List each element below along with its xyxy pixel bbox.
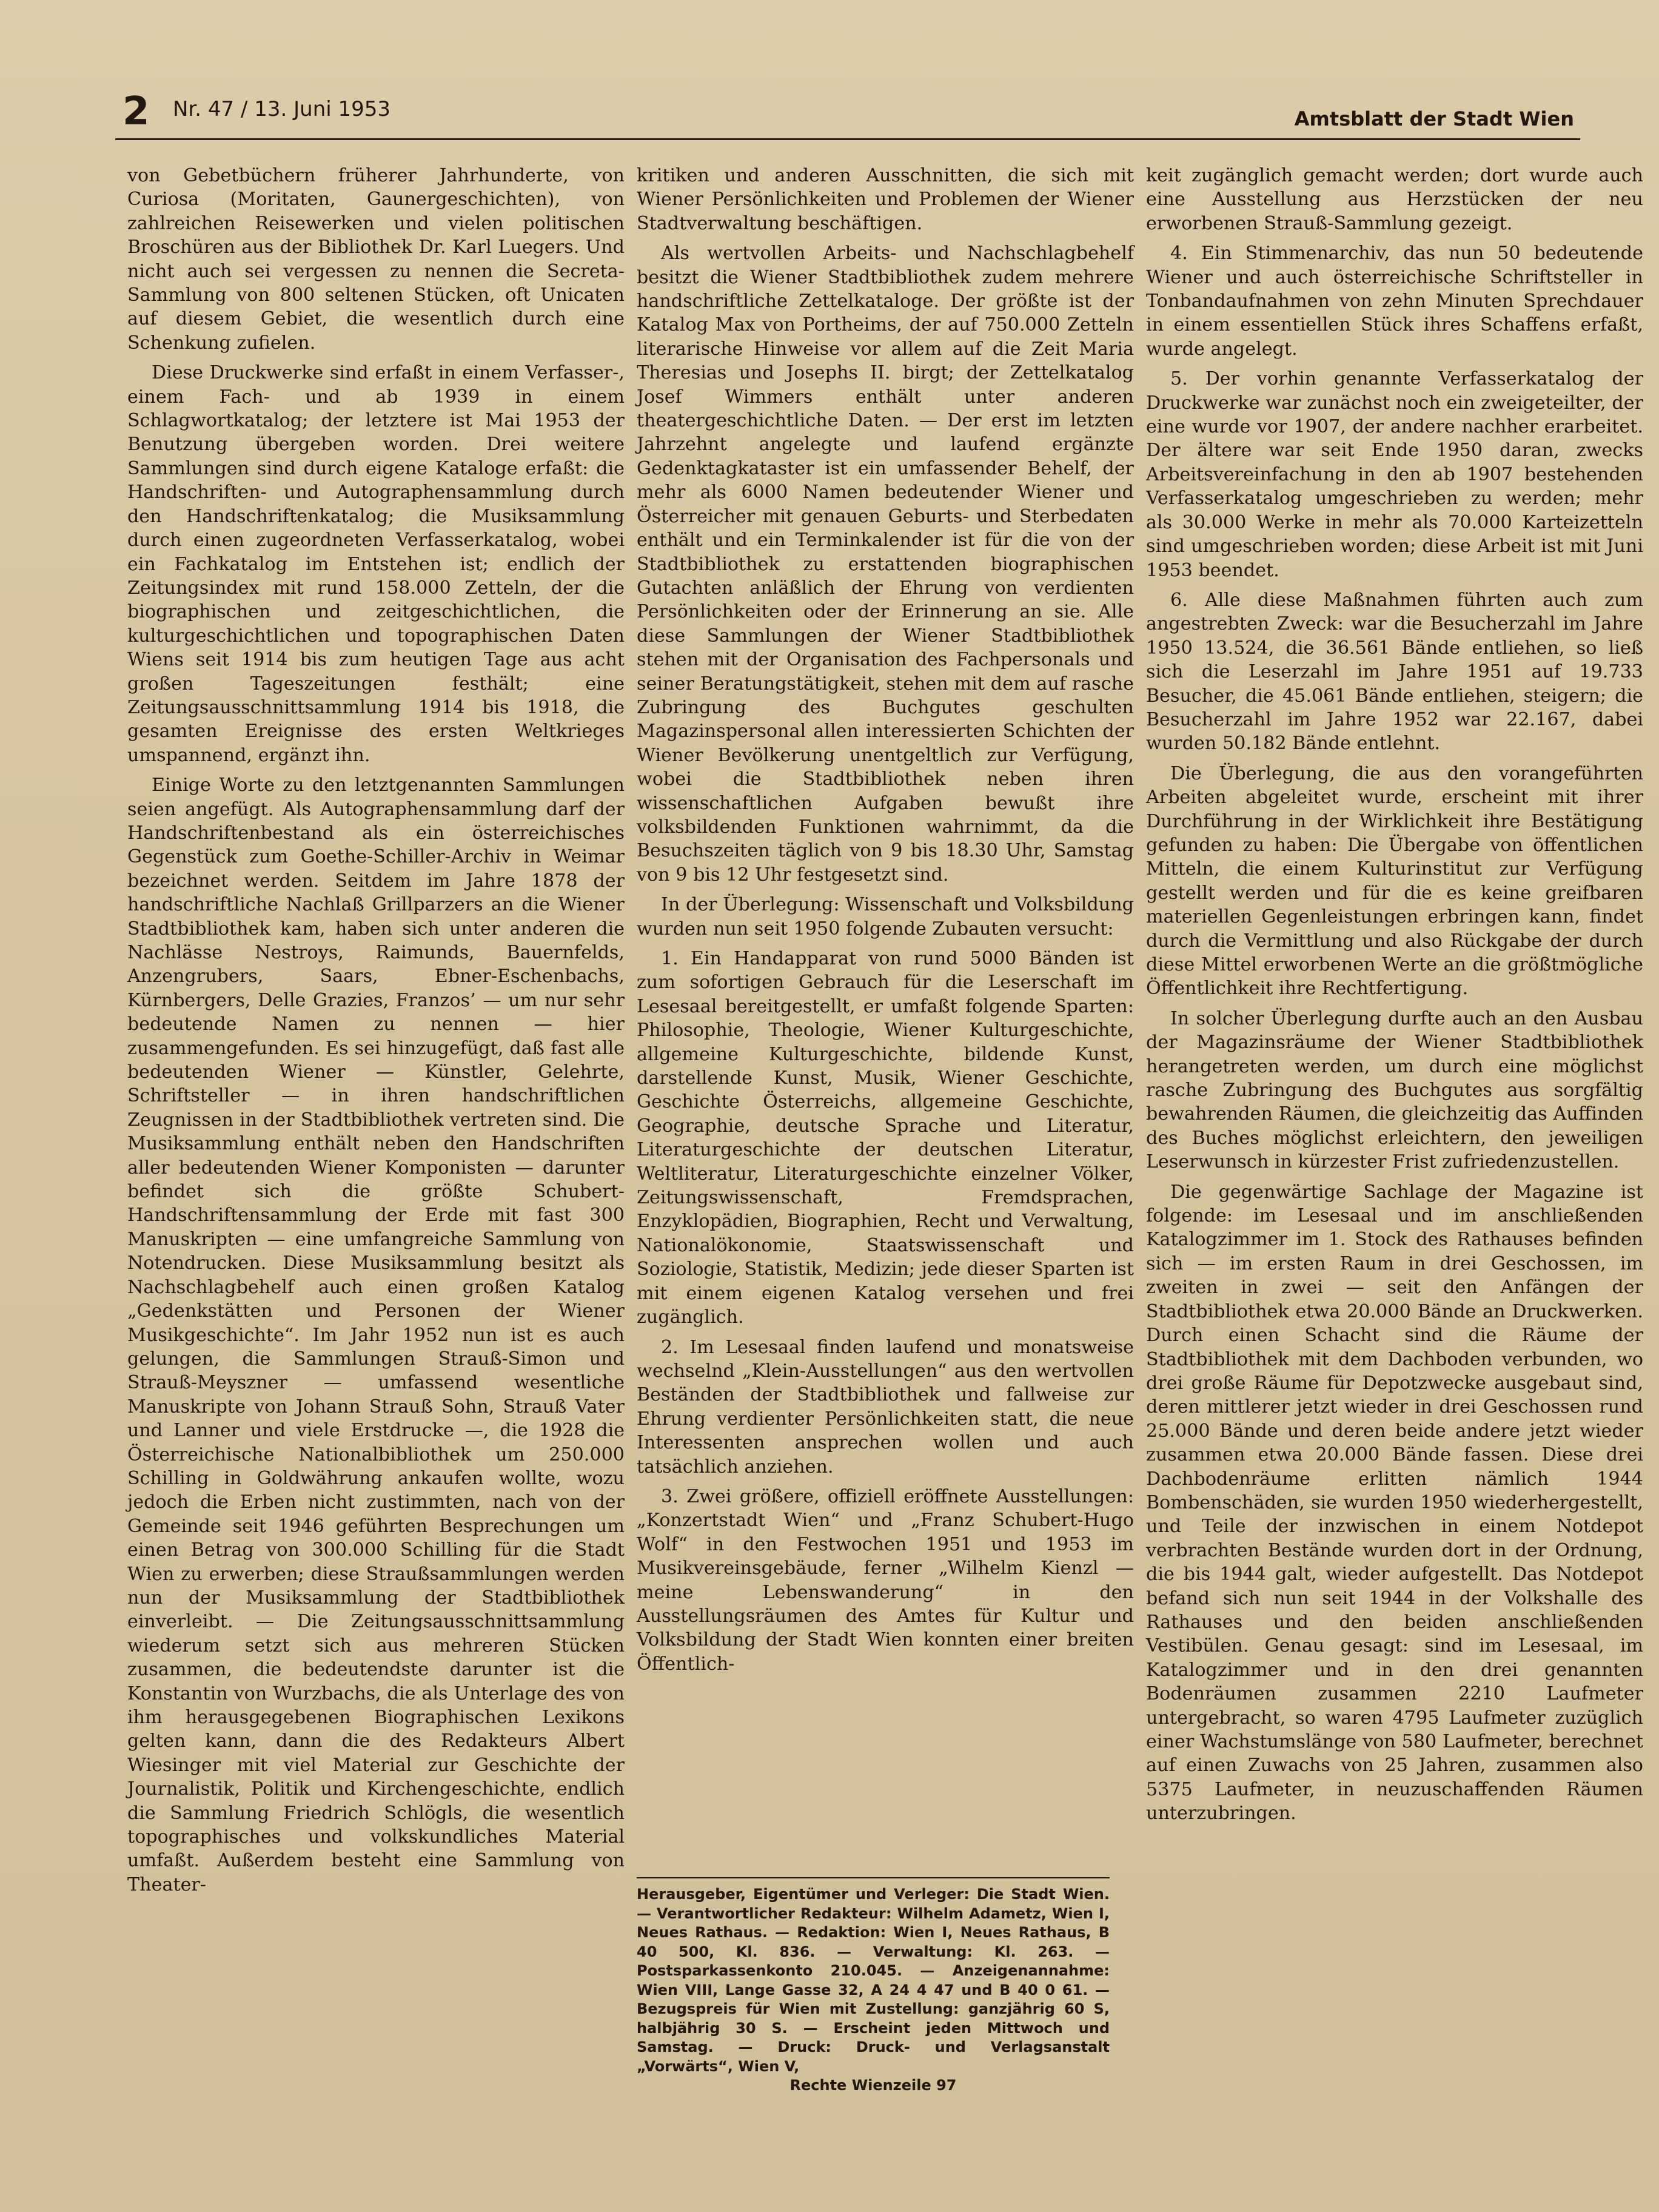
paragraph: 4. Ein Stimmenarchiv, das nun 50 bedeutende Wiener und auch österreichische Schriftsteller in Tonbandaufnahmen von zehn Minuten Sprechdauer in einem essentiellen Stück ihres Schaffens erfaßt, wurde angelegt. [1146, 243, 1643, 360]
paragraph: Diese Druckwerke sind erfaßt in einem Verfasser-, einem Fach- und ab 1939 in einem Schlagwortkatalog; der letztere ist Mai 1953 der Benutzung übergeben worden. Drei weitere Sammlungen sind durch eigene Kataloge erfaßt: die Handschriften- und Autographensammlung durch den Handschriftenkatalog; die Musiksammlung durch einen zugeordneten Verfasserkatalog, wobei ein Fachkatalog im Entstehen ist; endlich der Zeitungsindex mit rund 158.000 Zetteln, der die biographischen und zeitgeschichtlichen, die kulturgeschichtlichen und topographischen Daten Wiens seit 1914 bis zum heutigen Tage aus acht großen Tageszeitungen festhält; eine Zeitungsausschnittsammlung 1914 bis 1918, die gesamten Ereignisse des ersten Weltkrieges umspannend, ergänzt ihn. [127, 362, 625, 766]
column-3 [1146, 164, 1643, 1832]
imprint-divider [637, 1877, 1110, 1878]
paragraph: 6. Alle diese Maßnahmen führten auch zum angestrebten Zweck: war die Besucherzahl im Jahre 1950 13.524, die 36.561 Bände entliehen, so ließ sich die Leserzahl im Jahre 1951 auf 19.733 Besucher, die 45.061 Bände entliehen, steigern; die Besucherzahl im Jahre 1952 war 22.167, dabei wurden 50.182 Bände entlehnt. [1146, 589, 1643, 755]
column-2 [637, 164, 1134, 1682]
paragraph: 2. Im Lesesaal finden laufend und monatsweise wechselnd „Klein-Ausstellungen“ aus den wertvollen Beständen der Stadtbibliothek und fallweise zur Ehrung verdienter Persönlichkeiten statt, die neue Interessenten ansprechen wollen und auch tatsächlich anziehen. [637, 1336, 1134, 1477]
paragraph: Einige Worte zu den letztgenannten Sammlungen seien angefügt. Als Autographensammlung darf der Handschriftenbestand als ein österreichisches Gegenstück zum Goethe-Schiller-Archiv in Weimar bezeichnet werden. Seitdem im Jahre 1878 der handschriftliche Nachlaß Grillparzers an die Wiener Stadtbibliothek kam, haben sich unter anderen die Nachlässe Nestroys, Raimunds, Bauernfelds, Anzengrubers, Saars, Ebner-Eschenbachs, Kürnbergers, Delle Grazies, Franzos’ — um nur sehr bedeutende Namen zu nennen — hier zusammengefunden. Es sei hinzugefügt, daß fast alle bedeutenden Wiener — Künstler, Gelehrte, Schriftsteller — in ihren handschriftlichen Zeugnissen in der Stadtbibliothek vertreten sind. Die Musiksammlung enthält neben den Handschriften aller bedeutenden Wiener Komponisten — darunter befindet sich die größte Schubert-Handschriftensammlung der Erde mit fast 300 Manuskripten — eine umfangreiche Sammlung von Notendrucken. Diese Musiksammlung besitzt als Nachschlagbehelf auch einen großen Katalog „Gedenkstätten und Personen der Wiener Musikgeschichte“. Im Jahr 1952 nun ist es auch gelungen, die Sammlungen Strauß-Simon und Strauß-Meyszner — umfassend wesentliche Manuskripte von Johann Strauß Sohn, Strauß Vater und Lanner und viele Erstdrucke —, die 1928 die Österreichische Nationalbibliothek um 250.000 Schilling in Goldwährung ankaufen wollte, wozu jedoch die Erben nicht zustimmten, nach von der Gemeinde seit 1946 geführten Besprechungen um einen Betrag von 300.000 Schilling für die Stadt Wien zu erwerben; diese Straußsammlungen werden nun der Musiksammlung der Stadtbibliothek einverleibt. — Die Zeitungsausschnittsammlung wiederum setzt sich aus mehreren Stücken zusammen, die bedeutendste darunter ist die Konstantin von Wurzbachs, die als Unterlage des von ihm herausgegebenen Biographischen Lexikons gelten kann, dann die des Redakteurs Albert Wiesinger mit viel Material zur Geschichte der Journalistik, Politik und Kirchengeschichte, endlich die Sammlung Friedrich Schlögls, die wesentlich topographisches und volkskundliches Material umfaßt. Außerdem besteht eine Sammlung von Theater- [127, 775, 625, 1895]
page-number: 2 [122, 89, 150, 134]
imprint-box [637, 1885, 1110, 2096]
paragraph: 5. Der vorhin genannte Verfasserkatalog der Druckwerke war zunächst noch ein zweigeteilter, der eine wurde vor 1907, der andere nachher erarbeitet. Der ältere war seit Ende 1950 daran, zwecks Arbeitsvereinfachung in den ab 1907 bestehenden Verfasserkatalog umgeschrieben zu werden; mehr als 30.000 Werke in mehr als 70.000 Karteizetteln sind umgeschrieben worden; diese Arbeit ist mit Juni 1953 beendet. [1146, 368, 1643, 581]
column-1 [127, 164, 625, 1903]
issue-info: Nr. 47 / 13. Juni 1953 [173, 97, 391, 121]
paragraph: kritiken und anderen Ausschnitten, die sich mit Wiener Persönlichkeiten und Problemen der Wiener Stadtverwaltung beschäftigen. [637, 165, 1134, 234]
paragraph: von Gebetbüchern früherer Jahrhunderte, von Curiosa (Moritaten, Gaunergeschichten), von zahlreichen Reisewerken und vielen politischen Broschüren aus der Bibliothek Dr. Karl Luegers. Und nicht auch sei vergessen zu nennen die Secreta-Sammlung von 800 seltenen Stücken, oft Unicaten auf diesem Gebiet, die wesentlich durch eine Schenkung zufielen. [127, 165, 625, 354]
imprint-address: Rechte Wienzeile 97 [789, 2077, 957, 2094]
paragraph: 3. Zwei größere, offiziell eröffnete Ausstellungen: „Konzertstadt Wien“ und „Franz Schubert-Hugo Wolf“ in den Festwochen 1951 und 1953 im Musikvereinsgebäude, ferner „Wilhelm Kienzl — meine Lebenswanderung“ in den Ausstellungsräumen des Amtes für Kultur und Volksbildung der Stadt Wien konnten einer breiten Öffentlich- [637, 1485, 1134, 1675]
page-header [115, 90, 1580, 140]
paragraph: Die gegenwärtige Sachlage der Magazine ist folgende: im Lesesaal und im anschließenden Katalogzimmer im 1. Stock des Rathauses befinden sich — im ersten Raum in drei Geschossen, im zweiten in zwei — seit den Anfängen der Stadtbibliothek etwa 20.000 Bände an Druckwerken. Durch einen Schacht sind die Räume der Stadtbibliothek mit dem Dachboden verbunden, wo drei große Räume für Depotzwecke ausgebaut sind, deren mittlerer jetzt wieder in drei Geschossen rund 25.000 Bände und deren beide andere jetzt wieder zusammen etwa 20.000 Bände fassen. Diese drei Dachbodenräume erlitten nämlich 1944 Bombenschäden, sie wurden 1950 wiederhergestellt, und Teile der inzwischen in einem Notdepot verbrachten Bestände wurden dort in der Ordnung, die bis 1944 galt, wieder aufgestellt. Das Notdepot befand sich nun seit 1944 in der Volkshalle des Rathauses und den beiden anschließenden Vestibülen. Genau gesagt: sind im Lesesaal, im Katalogzimmer und in den drei genannten Bodenräumen zusammen 2210 Laufmeter untergebracht, so waren 4795 Laufmeter zuzüglich einer Wachstumslänge von 580 Laufmeter, berechnet auf einen Zuwachs von 25 Jahren, zusammen also 5375 Laufmeter, in neuzuschaffenden Räumen unterzubringen. [1146, 1181, 1643, 1824]
masthead-title: Amtsblatt der Stadt Wien [1294, 107, 1574, 130]
paragraph: In der Überlegung: Wissenschaft und Volksbildung wurden nun seit 1950 folgende Zubauten versucht: [637, 894, 1134, 940]
paragraph: Die Überlegung, die aus den vorangeführten Arbeiten abgeleitet wurde, erscheint mit ihrer Durchführung in der Wirklichkeit ihre Bestätigung gefunden zu haben: Die Übergabe von öffentlichen Mitteln, die einem Kulturinstitut zur Verfügung gestellt werden und für die es keine greifbaren materiellen Gegenleistungen erbringen kann, findet durch die Vermittlung und also Rückgabe der durch diese Mittel erworbenen Werte an die größtmögliche Öffentlichkeit ihre Rechtfertigung. [1146, 762, 1643, 1000]
paragraph: keit zugänglich gemacht werden; dort wurde auch eine Ausstellung aus Herzstücken der neu erworbenen Strauß-Sammlung gezeigt. [1146, 165, 1643, 234]
imprint-text: Herausgeber, Eigentümer und Verleger: Die Stadt Wien. — Verantwortlicher Redakteur: Wilhelm Adametz, Wien I, Neues Rathaus. — Redaktion: Wien I, Neues Rathaus, B 40 500, Kl. 836. — Verwaltung: Kl. 263. — Postsparkassenkonto 210.045. — Anzeigenannahme: Wien VIII, Lange Gasse 32, A 24 4 47 und B 40 0 61. — Bezugspreis für Wien mit Zustellung: ganzjährig 60 S, halbjährig 30 S. — Erscheint jeden Mittwoch und Samstag. — Druck: Druck- und Verlagsanstalt „Vorwärts“, Wien V, [637, 1886, 1110, 2075]
paragraph: Als wertvollen Arbeits- und Nachschlagbehelf besitzt die Wiener Stadtbibliothek zudem mehrere handschriftliche Zettelkataloge. Der größte ist der Katalog Max von Portheims, der auf 750.000 Zetteln literarische Hinweise vor allem auf die Zeit Maria Theresias und Josephs II. birgt; der Zettelkatalog Josef Wimmers enthält unter anderen theatergeschichtliche Daten. — Der erst im letzten Jahrzehnt angelegte und laufend ergänzte Gedenktagkataster ist ein umfassender Behelf, der mehr als 6000 Namen bedeutender Wiener und Österreicher mit genauen Geburts- und Sterbedaten enthält und ein Terminkalender ist für die von der Stadtbibliothek zu erstattenden biographischen Gutachten anläßlich der Ehrung von verdienten Persönlichkeiten oder der Erinnerung an sie. Alle diese Sammlungen der Wiener Stadtbibliothek stehen mit der Organisation des Fachpersonals und seiner Beratungstätigkeit, stehen mit dem auf rasche Zubringung des Buchgutes geschulten Magazinspersonal allen interessierten Schichten der Wiener Bevölkerung unentgeltlich zur Verfügung, wobei die Stadtbibliothek neben ihren wissenschaftlichen Aufgaben bewußt ihre volksbildenden Funktionen wahrnimmt, da die Besuchszeiten täglich von 9 bis 18.30 Uhr, Samstag von 9 bis 12 Uhr festgesetzt sind. [637, 243, 1134, 886]
paragraph: 1. Ein Handapparat von rund 5000 Bänden ist zum sofortigen Gebrauch für die Leserschaft im Lesesaal bereitgestellt, er umfaßt folgende Sparten: Philosophie, Theologie, Wiener Kulturgeschichte, allgemeine Kulturgeschichte, bildende Kunst, darstellende Kunst, Musik, Wiener Geschichte, Geschichte Österreichs, allgemeine Geschichte, Geographie, deutsche Sprache und Literatur, Literaturgeschichte der deutschen Literatur, Weltliteratur, Literaturgeschichte einzelner Völker, Zeitungswissenschaft, Fremdsprachen, Enzyklopädien, Biographien, Recht und Verwaltung, Nationalökonomie, Staatswissenschaft und Soziologie, Statistik, Medizin; jede dieser Sparten ist mit einem eigenen Katalog versehen und frei zugänglich. [637, 948, 1134, 1328]
paragraph: In solcher Überlegung durfte auch an den Ausbau der Magazinsräume der Wiener Stadtbibliothek herangetreten werden, um durch eine möglichst rasche Zubringung des Buchgutes aus sorgfältig bewahrenden Räumen, die gleichzeitig das Auffinden des Buches möglichst erleichtern, den jeweiligen Leserwunsch in kürzester Frist zufriedenzustellen. [1146, 1007, 1643, 1173]
